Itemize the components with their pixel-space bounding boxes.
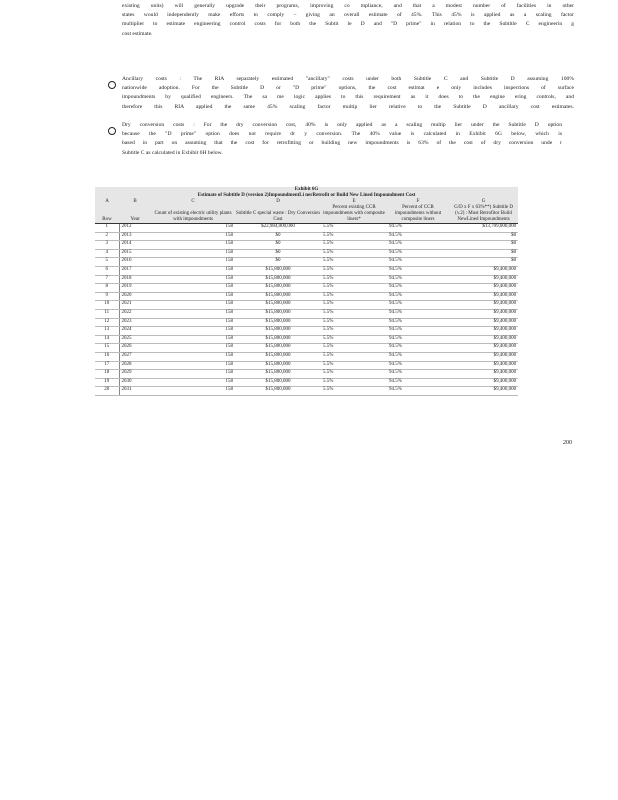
table-cell: 158 — [151, 378, 235, 387]
paragraph-ancillary-costs — [122, 75, 574, 112]
paragraph-scaling-factor — [122, 2, 574, 39]
table-cell: $15,800,000 — [235, 318, 321, 327]
table-cell: 94.5% — [387, 292, 449, 301]
table-cell: 5.5% — [321, 335, 387, 344]
table-row — [95, 370, 518, 379]
table-cell: $15,800,000 — [235, 301, 321, 310]
text-line: Subtitle C as calculated in Exhibit 6H below. — [122, 149, 223, 156]
table-cell: 15 — [95, 344, 119, 353]
column-letter: D — [235, 199, 321, 205]
table-cell: 5.5% — [321, 370, 387, 379]
table-cell: 94.5% — [387, 344, 449, 353]
table-row — [95, 275, 518, 284]
column-header: Count of existing electric utility plants with impoundments — [151, 205, 235, 224]
column-header: Percent existing CCR impoundments with composite liners* — [321, 205, 387, 224]
column-letter: A — [95, 199, 119, 205]
table-cell: 158 — [151, 241, 235, 250]
table-cell: 2030 — [119, 378, 151, 387]
table-cell: 20 — [95, 387, 119, 396]
table-cell: $9,400,000 — [449, 344, 518, 353]
table-cell: 7 — [95, 275, 119, 284]
table-cell: 94.5% — [387, 378, 449, 387]
table-cell: $9,400,000 — [449, 284, 518, 293]
table-row — [95, 241, 518, 250]
table-cell: 5.5% — [321, 361, 387, 370]
table-cell: 5.5% — [321, 284, 387, 293]
table-cell: $9,400,000 — [449, 318, 518, 327]
table-row — [95, 292, 518, 301]
table-cell: 12 — [95, 318, 119, 327]
table-cell: 158 — [151, 370, 235, 379]
table-cell: $15,800,000 — [235, 361, 321, 370]
table-cell: 4 — [95, 249, 119, 258]
table-cell: 94.5% — [387, 258, 449, 267]
table-cell: 158 — [151, 266, 235, 275]
table-cell: 94.5% — [387, 232, 449, 241]
column-header: Year — [119, 205, 151, 224]
column-letter: F — [387, 199, 449, 205]
text-line: Ancillary costs : The RIA separately estimated "ancillary" costs under both Subtitle C and Subtitle D assuming 100% — [122, 76, 574, 82]
column-header: Subtitle C special waste : Dry Conversion Cost — [235, 205, 321, 224]
table-row — [95, 344, 518, 353]
table-cell: 94.5% — [387, 318, 449, 327]
text-line: existing units) will generally upgrade their programs, improving co mpliance, and that a modest number of facilities in other — [122, 3, 574, 9]
table-cell: 5.5% — [321, 266, 387, 275]
table-cell: 5.5% — [321, 241, 387, 250]
text-line: multiplier to estimate engineering control costs for both the Subtit le D and "D prime" in relation to the Subtitle C engineerin g — [122, 21, 574, 28]
table-cell: $0 — [235, 241, 321, 250]
table-cell: $9,400,000 — [449, 370, 518, 379]
table-cell: 2014 — [119, 241, 151, 250]
table-cell: 14 — [95, 335, 119, 344]
table-cell: 2024 — [119, 327, 151, 336]
table-cell: 158 — [151, 275, 235, 284]
table-cell: 94.5% — [387, 387, 449, 396]
table-cell: 17 — [95, 361, 119, 370]
table-cell: $15,800,000 — [235, 378, 321, 387]
table-cell: 2028 — [119, 361, 151, 370]
bullet-icon — [108, 76, 118, 86]
table-cell: $15,800,000 — [235, 292, 321, 301]
table-cell: 94.5% — [387, 352, 449, 361]
column-header: Row — [95, 205, 119, 224]
table-cell: 158 — [151, 232, 235, 241]
table-cell: $9,400,000 — [449, 266, 518, 275]
table-cell: 19 — [95, 378, 119, 387]
table-cell: $9,400,000 — [449, 275, 518, 284]
table-cell: 158 — [151, 344, 235, 353]
table-cell: 2029 — [119, 370, 151, 379]
table-cell: 5.5% — [321, 318, 387, 327]
table-cell: $0 — [235, 258, 321, 267]
table-cell: $15,800,000 — [235, 387, 321, 396]
table-cell: $0 — [235, 249, 321, 258]
table-cell: 5.5% — [321, 327, 387, 336]
table-cell: $0 — [449, 241, 518, 250]
table-row — [95, 327, 518, 336]
table-cell: 158 — [151, 292, 235, 301]
table-cell: 13 — [95, 327, 119, 336]
table-cell: $9,400,000 — [449, 327, 518, 336]
table-cell: $9,400,000 — [449, 387, 518, 396]
table-cell: $13,709,000,000 — [449, 224, 518, 233]
table-cell: $9,400,000 — [449, 309, 518, 318]
table-row — [95, 387, 518, 396]
table-cell: $0 — [449, 249, 518, 258]
table-cell: 6 — [95, 266, 119, 275]
table-cell: 94.5% — [387, 309, 449, 318]
table-cell: $15,800,000 — [235, 266, 321, 275]
table-cell: 2022 — [119, 309, 151, 318]
text-line: Dry conversion costs : For the dry conversion cost, 40% is only applied as a scaling multip lier under the Subtitle D option — [122, 122, 562, 128]
table-cell: 5.5% — [321, 275, 387, 284]
table-cell: 158 — [151, 387, 235, 396]
table-cell: 94.5% — [387, 327, 449, 336]
table-cell: 158 — [151, 309, 235, 318]
table-cell: $9,400,000 — [449, 292, 518, 301]
table-cell: 2031 — [119, 387, 151, 396]
table-row — [95, 301, 518, 310]
exhibit-title: Exhibit 6G — [95, 187, 518, 193]
table-cell: 11 — [95, 309, 119, 318]
table-cell: 2019 — [119, 284, 151, 293]
table-cell: 1 — [95, 224, 119, 233]
table-cell: 94.5% — [387, 284, 449, 293]
table-cell: 10 — [95, 301, 119, 310]
exhibit-6g-table — [95, 187, 518, 396]
table-cell: $9,400,000 — [449, 301, 518, 310]
table-cell: 5.5% — [321, 309, 387, 318]
table-row — [95, 284, 518, 293]
column-header-row — [95, 205, 518, 224]
exhibit-body — [95, 224, 518, 396]
table-cell: 18 — [95, 370, 119, 379]
table-cell: 94.5% — [387, 301, 449, 310]
table-cell: $15,800,000 — [235, 370, 321, 379]
exhibit-subtitle: Estimate of Subtitle D (version 2)ImpoundmentLi nerRetrofit or Build New Lined Impoundment Cost — [95, 193, 518, 199]
table-cell: $15,800,000 — [235, 275, 321, 284]
table-cell: 158 — [151, 361, 235, 370]
table-row — [95, 335, 518, 344]
table-cell: 5.5% — [321, 224, 387, 233]
table-row — [95, 318, 518, 327]
table-cell: 94.5% — [387, 241, 449, 250]
table-cell: 2027 — [119, 352, 151, 361]
table-cell: $15,800,000 — [235, 327, 321, 336]
table-cell: 94.5% — [387, 370, 449, 379]
table-cell: 158 — [151, 318, 235, 327]
column-header: G/D x F x 63%**) Subtitle D (v.2) : Must Retrofitor Build NewLined Impoundments — [449, 205, 518, 224]
table-cell: 5.5% — [321, 387, 387, 396]
table-cell: $9,400,000 — [449, 335, 518, 344]
text-line: therefore this RIA applied the same 45% scaling factor multip lier relative to the Subtitle D ancillary cost estimates. — [122, 103, 574, 110]
table-cell: $0 — [449, 258, 518, 267]
column-letter: E — [321, 199, 387, 205]
table-cell: 158 — [151, 335, 235, 344]
table-cell: 5.5% — [321, 301, 387, 310]
table-cell: 2021 — [119, 301, 151, 310]
page-number: 200 — [563, 440, 572, 446]
table-cell: 5.5% — [321, 249, 387, 258]
table-row — [95, 266, 518, 275]
table-cell: $0 — [449, 232, 518, 241]
table-cell: 2015 — [119, 249, 151, 258]
table-cell: 158 — [151, 284, 235, 293]
column-letter: C — [151, 199, 235, 205]
table-row — [95, 378, 518, 387]
text-line: impoundments by qualified engineers. The sa me logic applies to this requirement as it does to the engine ering controls, and — [122, 94, 574, 101]
table-cell: 158 — [151, 301, 235, 310]
table-cell: 3 — [95, 241, 119, 250]
table-row — [95, 258, 518, 267]
column-letter: B — [119, 199, 151, 205]
table-cell: 158 — [151, 352, 235, 361]
table-cell: 5.5% — [321, 292, 387, 301]
text-line: cost estimate. — [122, 30, 153, 37]
table-cell: 158 — [151, 224, 235, 233]
text-line: states would independently make efforts to comply – giving an overall estimate of 45%. This 45% is applied as a scaling factor — [122, 12, 574, 19]
table-cell: 2013 — [119, 232, 151, 241]
table-cell: 2017 — [119, 266, 151, 275]
table-cell: 5.5% — [321, 232, 387, 241]
table-cell: $9,400,000 — [449, 352, 518, 361]
table-cell: 158 — [151, 258, 235, 267]
table-cell: 94.5% — [387, 224, 449, 233]
table-cell: 5.5% — [321, 352, 387, 361]
table-cell: 94.5% — [387, 266, 449, 275]
table-row — [95, 249, 518, 258]
table-cell: 16 — [95, 352, 119, 361]
column-header: Percent of CCR impoundments without composite liners — [387, 205, 449, 224]
table-cell: $15,800,000 — [235, 309, 321, 318]
table-cell: 9 — [95, 292, 119, 301]
table-cell: 5.5% — [321, 258, 387, 267]
bullet-icon — [108, 122, 118, 132]
table-row — [95, 224, 518, 233]
table-cell: 158 — [151, 327, 235, 336]
column-letter: G — [449, 199, 518, 205]
table-cell: 8 — [95, 284, 119, 293]
table-cell: 94.5% — [387, 249, 449, 258]
table-cell: 2026 — [119, 344, 151, 353]
table-cell: $15,800,000 — [235, 284, 321, 293]
table-cell: $0 — [235, 232, 321, 241]
table-cell: 94.5% — [387, 361, 449, 370]
table-row — [95, 309, 518, 318]
table-cell: $15,800,000 — [235, 352, 321, 361]
table-cell: 2012 — [119, 224, 151, 233]
table-cell: $9,400,000 — [449, 378, 518, 387]
table-cell: 2018 — [119, 275, 151, 284]
table-cell: $15,800,000 — [235, 344, 321, 353]
table-cell: 5.5% — [321, 344, 387, 353]
text-line: based in part on assuming that the cost for retrofitting or building new impoundments is 63% of the cost of dry conversion unde r — [122, 140, 562, 147]
table-cell: $9,400,000 — [449, 361, 518, 370]
table-cell: 2023 — [119, 318, 151, 327]
table-row — [95, 352, 518, 361]
table-cell: 94.5% — [387, 275, 449, 284]
table-cell: 158 — [151, 249, 235, 258]
table-cell: 2025 — [119, 335, 151, 344]
paragraph-dry-conversion — [122, 121, 562, 158]
table-row — [95, 361, 518, 370]
table-cell: 94.5% — [387, 335, 449, 344]
table-cell: 2020 — [119, 292, 151, 301]
table-cell: $22,984,000,000 — [235, 224, 321, 233]
text-line: nationwide adoption. For the Subtitle D or "D prime" options, the cost estimat e only includes inspections of surface — [122, 85, 574, 92]
text-line: because the "D prime" option does not require dr y conversion. The 40% value is calculated in Exhibit 6G below, which is — [122, 131, 562, 138]
table-cell: 2016 — [119, 258, 151, 267]
table-cell: $15,800,000 — [235, 335, 321, 344]
table-cell: 5.5% — [321, 378, 387, 387]
table-cell: 5 — [95, 258, 119, 267]
table-row — [95, 232, 518, 241]
table-cell: 2 — [95, 232, 119, 241]
